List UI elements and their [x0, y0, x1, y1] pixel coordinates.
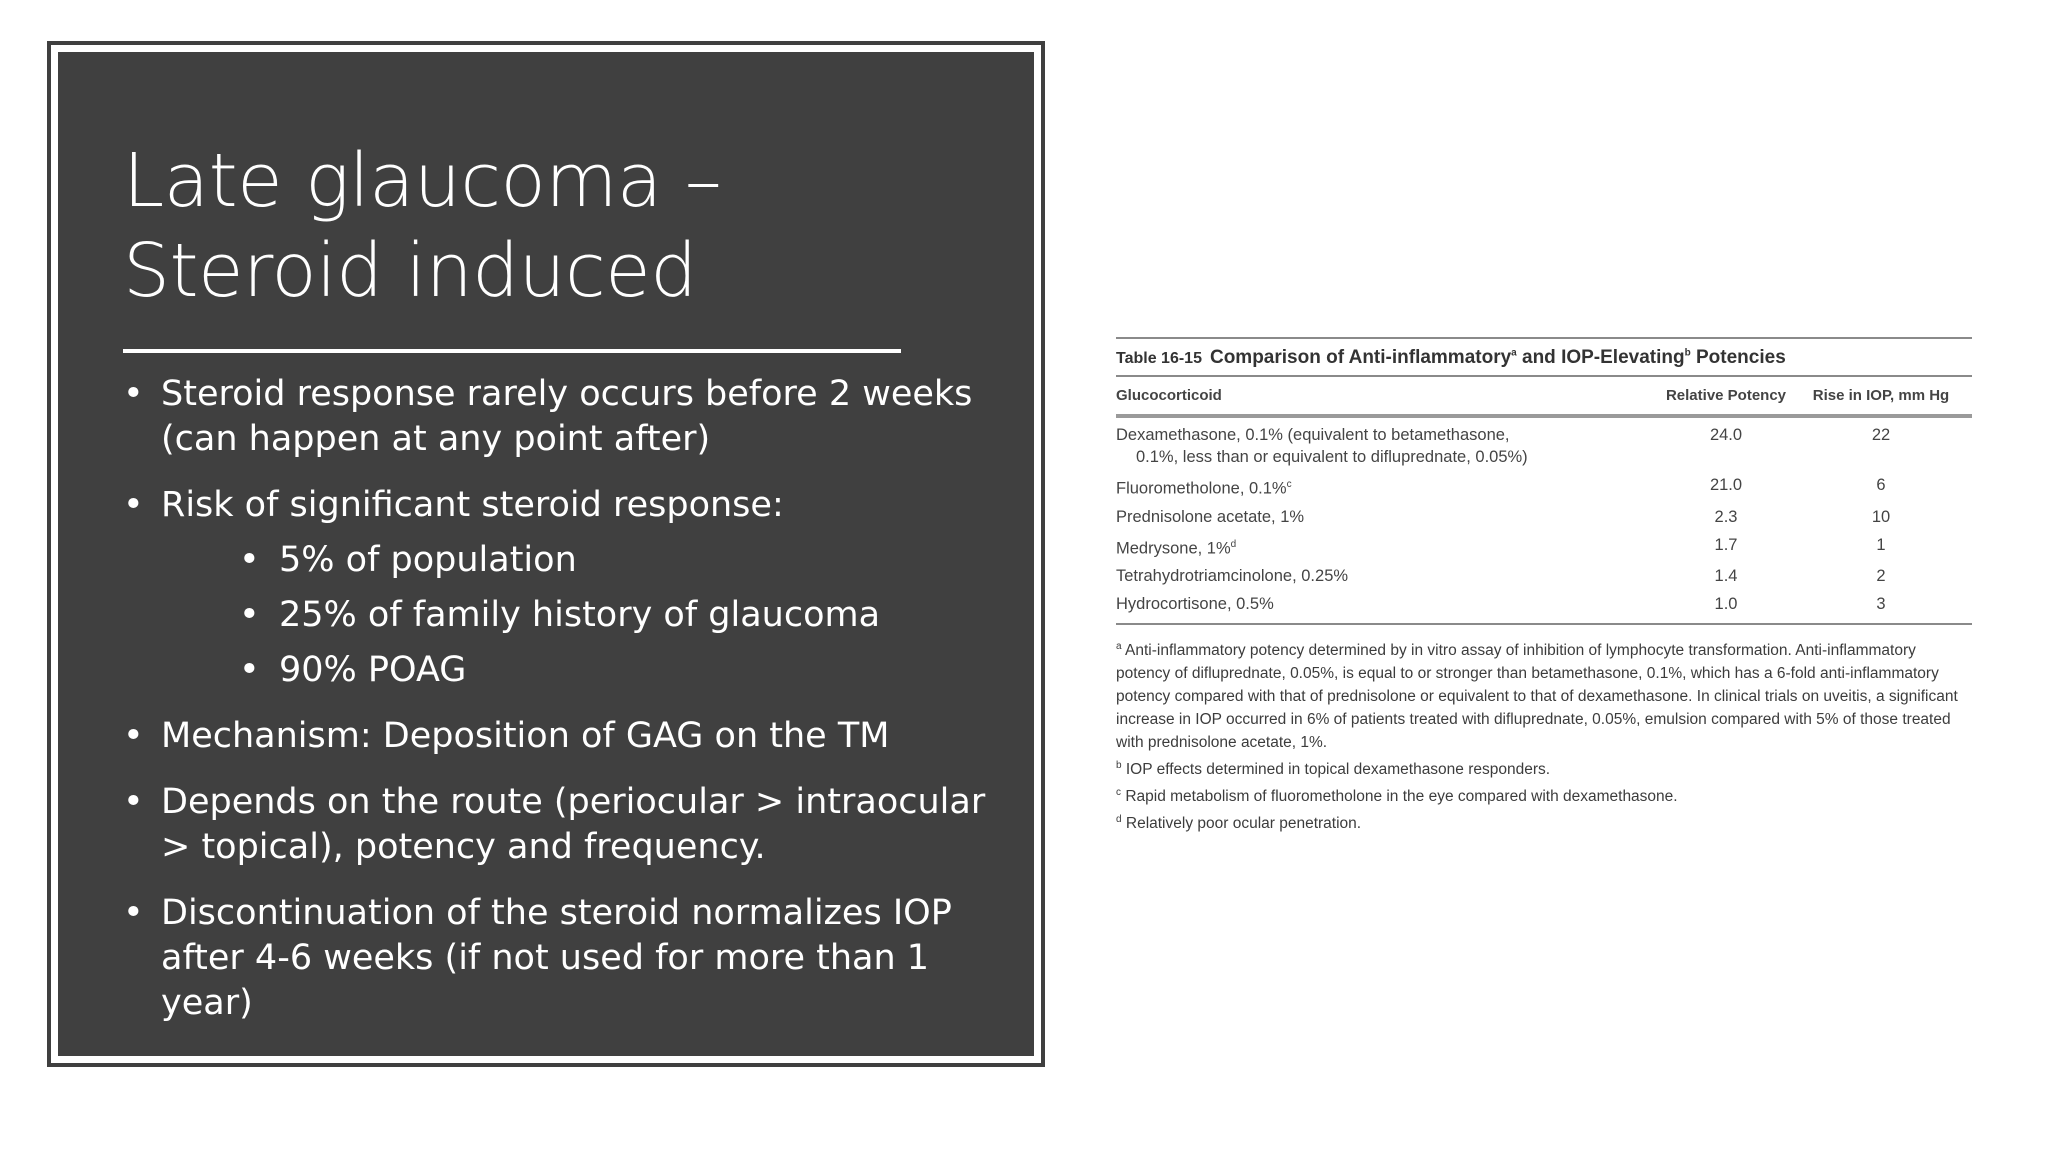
row-iop-rise: 1	[1876, 535, 1886, 554]
footnote	[1116, 754, 1966, 781]
row-iop-rise: 10	[1871, 507, 1891, 526]
row-glucocorticoid: Tetrahydrotriamcinolone, 0.25%	[1116, 567, 1349, 585]
bullet-list	[123, 372, 1003, 1047]
title-underline	[123, 349, 901, 353]
table-row	[1116, 593, 1972, 615]
header-glucocorticoid: Glucocorticoid	[1116, 387, 1222, 404]
caption-footnote-mark: b	[1684, 347, 1691, 359]
slide-panel-border	[47, 41, 1045, 1067]
table-row	[1116, 565, 1972, 587]
sub-bullet-item: • 90% POAG	[239, 648, 1003, 693]
row-glucocorticoid	[1116, 534, 1646, 560]
row-iop-rise: 22	[1871, 426, 1891, 444]
footnote-text: Relatively poor ocular penetration.	[1125, 815, 1362, 833]
bullet-item: • Steroid response rarely occurs before 2 weeks (can happen at any point after)	[123, 372, 1003, 462]
caption-footnote-mark: a	[1511, 347, 1517, 359]
sub-bullet-item: • 5% of population	[239, 538, 1003, 583]
bullet-text: Risk of significant steroid response:	[161, 485, 784, 525]
row-iop-rise: 6	[1876, 476, 1886, 494]
sub-bullet-list	[161, 538, 1003, 693]
potency-table-image	[1116, 337, 1972, 836]
table-caption	[1116, 339, 1972, 375]
footnote-text: Anti-inflammatory potency determined by in vitro assay of inhibition of lymphocyte transformation. Anti-inflammatory potency of difluprednate, 0.05%, is equal to or stronger than betamethasone, 0.1%, which has a 6-fold anti-inflammatory potency compared with that of prednisolone or equivalent to that of dexamethasone. In clinical trials on uveitis, a significant increase in IOP occurred in 6% of patients treated with difluprednate, 0.05%, emulsion compared with 5% of those treated with prednisolone acetate, 1%.	[1116, 642, 1958, 752]
table-row	[1116, 474, 1972, 500]
caption-text: and IOP-Elevating	[1516, 347, 1685, 368]
footnote	[1116, 781, 1966, 808]
caption-text: Comparison of Anti-inflammatory	[1209, 347, 1512, 368]
sub-bullet-item: • 25% of family history of glaucoma	[239, 593, 1003, 638]
table-row	[1116, 506, 1972, 528]
row-glucocorticoid: Hydrocortisone, 0.5%	[1116, 595, 1274, 613]
table-row	[1116, 424, 1972, 468]
row-iop-rise: 2	[1876, 567, 1886, 585]
bullet-item: • Depends on the route (periocular > intraocular > topical), potency and frequency.	[123, 780, 1003, 870]
row-potency: 1.7	[1714, 535, 1738, 554]
header-rise-in-iop: Rise in IOP, mm Hg	[1812, 387, 1950, 404]
table-row	[1116, 534, 1972, 560]
table-label: Table 16-15	[1116, 350, 1202, 367]
footnote-text: IOP effects determined in topical dexamethasone responders.	[1125, 761, 1551, 779]
footnote	[1116, 635, 1966, 754]
row-iop-rise: 3	[1876, 595, 1886, 613]
row-footnote-mark: c	[1286, 479, 1292, 490]
row-name: Medrysone, 1%	[1116, 539, 1231, 557]
footnote-text: Rapid metabolism of fluorometholone in the eye compared with dexamethasone.	[1125, 788, 1678, 806]
table-header-row	[1116, 377, 1972, 414]
row-potency: 24.0	[1709, 426, 1743, 444]
row-glucocorticoid	[1116, 474, 1646, 500]
bullet-item: • Mechanism: Deposition of GAG on the TM	[123, 714, 1003, 759]
footnote-mark: a	[1116, 641, 1122, 652]
caption-text: Potencies	[1690, 347, 1786, 368]
slide-title: Late glaucoma – Steroid induced	[123, 138, 722, 314]
slide-panel	[58, 52, 1034, 1056]
row-name: Fluorometholone, 0.1%	[1116, 479, 1287, 498]
bullet-item	[123, 483, 1003, 693]
footnote-mark: b	[1116, 760, 1122, 772]
row-footnote-mark: d	[1230, 538, 1237, 550]
row-potency: 1.0	[1714, 595, 1738, 613]
row-glucocorticoid: Prednisolone acetate, 1%	[1116, 507, 1305, 526]
row-glucocorticoid	[1116, 424, 1646, 468]
table-body	[1116, 418, 1972, 615]
table-footnotes	[1116, 625, 1966, 836]
row-name-continuation: 0.1%, less than or equivalent to difluprednate, 0.05%)	[1136, 448, 1528, 466]
row-potency: 1.4	[1714, 567, 1738, 585]
footnote-mark: d	[1116, 814, 1122, 826]
row-potency: 21.0	[1709, 476, 1743, 494]
header-relative-potency: Relative Potency	[1665, 387, 1787, 404]
row-potency: 2.3	[1714, 507, 1738, 526]
footnote	[1116, 808, 1966, 835]
row-name: Dexamethasone, 0.1% (equivalent to betamethasone,	[1116, 426, 1510, 444]
bullet-item: • Discontinuation of the steroid normalizes IOP after 4-6 weeks (if not used for more than 1 year)	[123, 891, 1003, 1026]
footnote-mark: c	[1116, 787, 1121, 799]
